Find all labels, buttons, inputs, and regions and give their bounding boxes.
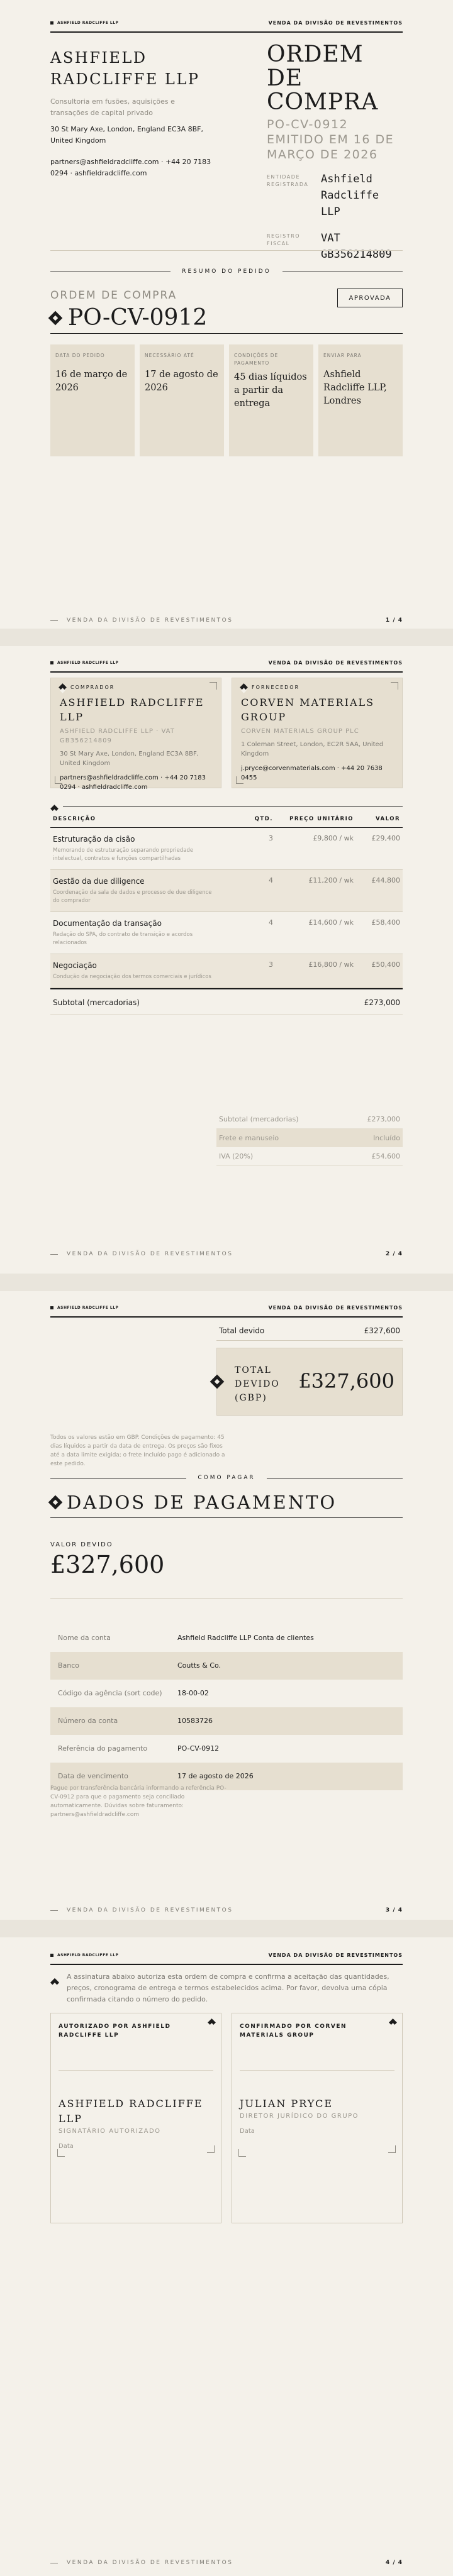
item-cell xyxy=(53,960,248,981)
page-header xyxy=(50,654,403,673)
buyer-tag: COMPRADOR xyxy=(70,685,115,690)
bank-value: PO-CV-0912 xyxy=(177,1744,220,1753)
item-amount: £58,400 xyxy=(371,918,400,927)
buyer-sub: ASHFIELD RADCLIFFE LLP · VAT GB356214809 xyxy=(60,728,175,744)
bank-row xyxy=(50,1707,403,1735)
brand-mark-icon xyxy=(50,1306,53,1309)
item-desc: Coordenação da sala de dados e processo de due diligence do comprador xyxy=(53,889,212,904)
bank-label: Data de vencimento xyxy=(58,1772,128,1780)
brand xyxy=(50,1306,118,1310)
total-label: Total devido xyxy=(219,1326,265,1335)
buyer-address: 30 St Mary Axe, London, England EC3A 8BF, United Kingdom xyxy=(60,751,199,767)
supplier-address: 1 Coleman Street, London, EC2R 5AA, United Kingdom xyxy=(241,741,384,757)
item-unit-price: £11,200 / wk xyxy=(308,876,354,884)
card-value: Ashfield Radcliffe LLP, Londres xyxy=(323,370,387,406)
page-3 xyxy=(0,1291,453,1920)
diamond-icon xyxy=(50,805,59,813)
col-amount: VALOR xyxy=(376,816,400,822)
table-row xyxy=(50,912,403,954)
diamond-icon xyxy=(210,1375,225,1389)
card-order-date xyxy=(50,344,135,456)
bank-label: Referência do pagamento xyxy=(58,1744,148,1753)
item-qty: 3 xyxy=(269,834,273,842)
order-number: PO-CV-0912 xyxy=(68,305,208,331)
footer-division: VENDA DA DIVISÃO DE REVESTIMENTOS xyxy=(67,617,233,624)
brand-name: ASHFIELD RADCLIFFE LLP xyxy=(57,660,119,665)
diamond-icon xyxy=(208,2018,216,2027)
page-number: 3 / 4 xyxy=(385,1907,403,1913)
pay-kicker-row xyxy=(50,1475,403,1481)
summary-value: £54,600 xyxy=(371,1152,400,1160)
supplier-contact: j.pryce@corvenmaterials.com · +44 20 7638 0455 xyxy=(241,765,383,781)
table-row xyxy=(50,954,403,988)
page-footer xyxy=(50,1907,403,1913)
division-label: VENDA DA DIVISÃO DE REVESTIMENTOS xyxy=(268,19,403,26)
signature-intro: A assinatura abaixo autoriza esta ordem de compra e confirma a aceitação das quantidades, preços, cronograma de entrega e termos estabelecidos acima. Por favor, devolva uma cópia confirmada citando o número do pedido. xyxy=(67,1973,389,2003)
table-row xyxy=(50,870,403,912)
entity-label: ENTIDADE REGISTRADA xyxy=(267,174,309,187)
status-badge: APROVADA xyxy=(337,289,403,307)
total-row xyxy=(216,1326,403,1341)
summary-heading-row xyxy=(50,268,403,275)
doc-title: ORDEM DE COMPRA xyxy=(267,41,379,115)
item-title: Documentação da transação xyxy=(53,919,162,928)
brand-name: ASHFIELD RADCLIFFE LLP xyxy=(57,1952,119,1957)
signature-block-buyer xyxy=(50,2013,221,2223)
card-value: 16 de março de 2026 xyxy=(55,370,128,393)
total-due-box xyxy=(216,1348,403,1416)
item-desc: Redação do SPA, do contrato de transição e acordos relacionados xyxy=(53,932,193,946)
page-number: 1 / 4 xyxy=(385,617,403,624)
footer-division: VENDA DA DIVISÃO DE REVESTIMENTOS xyxy=(67,2560,233,2566)
page-footer xyxy=(50,2560,403,2566)
diamond-icon xyxy=(48,311,63,326)
page-footer xyxy=(50,1251,403,1257)
sig-date: Data xyxy=(240,2128,255,2135)
brand xyxy=(50,21,118,25)
subtotal-label: Subtotal (mercadorias) xyxy=(53,998,140,1007)
item-unit-price: £9,800 / wk xyxy=(313,834,354,842)
company-tagline: Consultoria em fusões, aquisições e transações de capital privado xyxy=(50,97,175,117)
page-header xyxy=(50,1299,403,1318)
pay-note: Pague por transferência bancária informando a referência PO-CV-0912 para que o pagamento seja conciliado automaticamente. Dúvidas sobre faturamento: partners@ashfieldradcliffe.com xyxy=(50,1785,226,1818)
bank-label: Número da conta xyxy=(58,1717,118,1725)
item-qty: 4 xyxy=(269,876,273,884)
brand xyxy=(50,661,118,665)
brand-name: ASHFIELD RADCLIFFE LLP xyxy=(57,1305,119,1310)
summary-value: Incluído xyxy=(372,1134,400,1142)
company-address: 30 St Mary Axe, London, England EC3A 8BF, United Kingdom xyxy=(50,125,203,145)
division-label: VENDA DA DIVISÃO DE REVESTIMENTOS xyxy=(268,1952,403,1958)
diamond-icon xyxy=(59,683,67,691)
sig-role: DIRETOR JURÍDICO DO GRUPO xyxy=(240,2113,359,2120)
items-table xyxy=(50,816,403,1015)
brand-mark-icon xyxy=(50,1954,53,1957)
total-value: £327,600 xyxy=(364,1326,400,1335)
card-label: ENVIAR PARA xyxy=(323,353,362,358)
item-title: Gestão da due diligence xyxy=(53,877,145,886)
item-cell xyxy=(53,834,248,863)
col-qty: QTD. xyxy=(254,816,273,822)
item-qty: 3 xyxy=(269,960,273,969)
item-amount: £50,400 xyxy=(371,960,400,969)
totals-note: Todos os valores estão em GBP. Condições de pagamento: 45 dias líquidos a partir da data de entrega. Os preços são fixos até a data limite exigida; o frete Incluído pago é adicionado a este pedido. xyxy=(50,1434,225,1467)
buyer-contact: partners@ashfieldradcliffe.com · +44 20 7183 0294 · ashfieldradcliffe.com xyxy=(60,774,206,791)
item-cell xyxy=(53,876,248,905)
item-desc: Condução da negociação dos termos comerciais e jurídicos xyxy=(53,974,211,980)
bank-value: 18-00-02 xyxy=(177,1689,209,1697)
bank-row xyxy=(50,1735,403,1763)
bank-value: 10583726 xyxy=(177,1717,213,1725)
amount-value: £327,600 xyxy=(50,1551,165,1578)
entity-value: Ashfield Radcliffe LLP xyxy=(321,173,379,218)
total-due-value: £327,600 xyxy=(298,1369,394,1393)
page-number: 4 / 4 xyxy=(385,2560,403,2566)
card-label: NECESSÁRIO ATÉ xyxy=(145,353,194,358)
supplier-name: CORVEN MATERIALS GROUP xyxy=(241,696,375,723)
sig-date: Data xyxy=(59,2143,74,2150)
page-2 xyxy=(0,646,453,1274)
page-1 xyxy=(0,0,453,629)
bank-row xyxy=(50,1680,403,1707)
diamond-icon xyxy=(389,2018,397,2027)
bank-details xyxy=(50,1624,403,1790)
card-required-by xyxy=(140,344,224,456)
supplier-panel xyxy=(232,678,403,788)
tax-value: VAT GB356214809 xyxy=(321,232,392,261)
bank-label: Nome da conta xyxy=(58,1634,111,1642)
footer-division: VENDA DA DIVISÃO DE REVESTIMENTOS xyxy=(67,1251,233,1257)
item-title: Estruturação da cisão xyxy=(53,835,135,844)
bank-row xyxy=(50,1652,403,1680)
page-footer xyxy=(50,617,403,624)
sig-heading: CONFIRMADO POR CORVEN MATERIALS GROUP xyxy=(240,2023,347,2039)
card-value: 45 dias líquidos a partir da entrega xyxy=(234,372,307,409)
brand-mark-icon xyxy=(50,661,53,664)
supplier-tag: FORNECEDOR xyxy=(252,685,300,690)
company-contact: partners@ashfieldradcliffe.com · +44 20 7183 0294 · ashfieldradcliffe.com xyxy=(50,158,211,177)
footer-division: VENDA DA DIVISÃO DE REVESTIMENTOS xyxy=(67,1907,233,1913)
col-description: DESCRIÇÃO xyxy=(53,816,96,822)
summary-label: IVA (20%) xyxy=(219,1152,254,1160)
sig-name: JULIAN PRYCE xyxy=(240,2098,333,2110)
sig-heading: AUTORIZADO POR ASHFIELD RADCLIFFE LLP xyxy=(59,2023,171,2039)
page-number: 2 / 4 xyxy=(385,1251,403,1257)
signature-block-supplier xyxy=(232,2013,403,2223)
company-name: ASHFIELD RADCLIFFE LLP xyxy=(50,49,200,88)
item-unit-price: £16,800 / wk xyxy=(308,960,354,969)
table-header xyxy=(50,816,403,828)
diamond-icon xyxy=(50,1978,59,1987)
card-label: CONDIÇÕES DE PAGAMENTO xyxy=(234,353,279,366)
pay-title: DADOS DE PAGAMENTO xyxy=(67,1492,337,1513)
buyer-panel xyxy=(50,678,221,791)
subtotal-value: £273,000 xyxy=(364,998,400,1007)
item-cell xyxy=(53,918,248,947)
amount-label: VALOR DEVIDO xyxy=(50,1541,113,1548)
pay-kicker: COMO PAGAR xyxy=(198,1475,255,1481)
bank-value: Coutts & Co. xyxy=(177,1661,221,1670)
diamond-icon xyxy=(240,683,248,691)
brand-name: ASHFIELD RADCLIFFE LLP xyxy=(57,20,119,25)
col-unit: PREÇO UNITÁRIO xyxy=(289,816,354,822)
brand xyxy=(50,1953,118,1957)
card-label: DATA DO PEDIDO xyxy=(55,353,105,358)
buyer-name: ASHFIELD RADCLIFFE LLP xyxy=(60,696,204,723)
page-header xyxy=(50,1946,403,1965)
item-desc: Memorando de estruturação separando propriedade intelectual, contratos e funções compartilhadas xyxy=(53,847,194,862)
subtotal-row xyxy=(50,988,403,1015)
summary-label: Frete e manuseio xyxy=(219,1134,279,1142)
summary-heading: RESUMO DO PEDIDO xyxy=(182,268,271,275)
doc-issued: EMITIDO EM 16 DE MARÇO DE 2026 xyxy=(267,133,394,162)
diamond-icon xyxy=(48,1495,63,1510)
totals-summary xyxy=(216,1110,403,1166)
item-amount: £44,800 xyxy=(371,876,400,884)
card-payment-terms xyxy=(229,344,313,456)
card-ship-to xyxy=(318,344,403,456)
bank-label: Código da agência (sort code) xyxy=(58,1689,162,1697)
table-row xyxy=(50,828,403,870)
page-4 xyxy=(0,1937,453,2576)
order-kicker: ORDEM DE COMPRA xyxy=(50,289,177,302)
tax-label: REGISTRO FISCAL xyxy=(267,233,300,246)
item-title: Negociação xyxy=(53,961,97,970)
division-label: VENDA DA DIVISÃO DE REVESTIMENTOS xyxy=(268,659,403,666)
bank-row xyxy=(50,1624,403,1652)
card-value: 17 de agosto de 2026 xyxy=(145,370,218,393)
summary-label: Subtotal (mercadorias) xyxy=(219,1115,299,1123)
doc-number: PO-CV-0912 xyxy=(267,118,349,131)
item-qty: 4 xyxy=(269,918,273,927)
item-unit-price: £14,600 / wk xyxy=(308,918,354,927)
page-header xyxy=(50,14,403,33)
supplier-sub: CORVEN MATERIALS GROUP PLC xyxy=(241,728,359,735)
sig-role: SIGNATÁRIO AUTORIZADO xyxy=(59,2128,161,2135)
total-due-label: TOTAL DEVIDO (GBP) xyxy=(235,1365,280,1403)
summary-value: £273,000 xyxy=(367,1115,400,1123)
brand-mark-icon xyxy=(50,21,53,25)
sig-name: ASHFIELD RADCLIFFE LLP xyxy=(59,2098,203,2125)
bank-value: 17 de agosto de 2026 xyxy=(177,1772,254,1780)
division-label: VENDA DA DIVISÃO DE REVESTIMENTOS xyxy=(268,1304,403,1311)
bank-label: Banco xyxy=(58,1661,80,1670)
item-amount: £29,400 xyxy=(371,834,400,842)
bank-value: Ashfield Radcliffe LLP Conta de clientes xyxy=(177,1634,314,1642)
